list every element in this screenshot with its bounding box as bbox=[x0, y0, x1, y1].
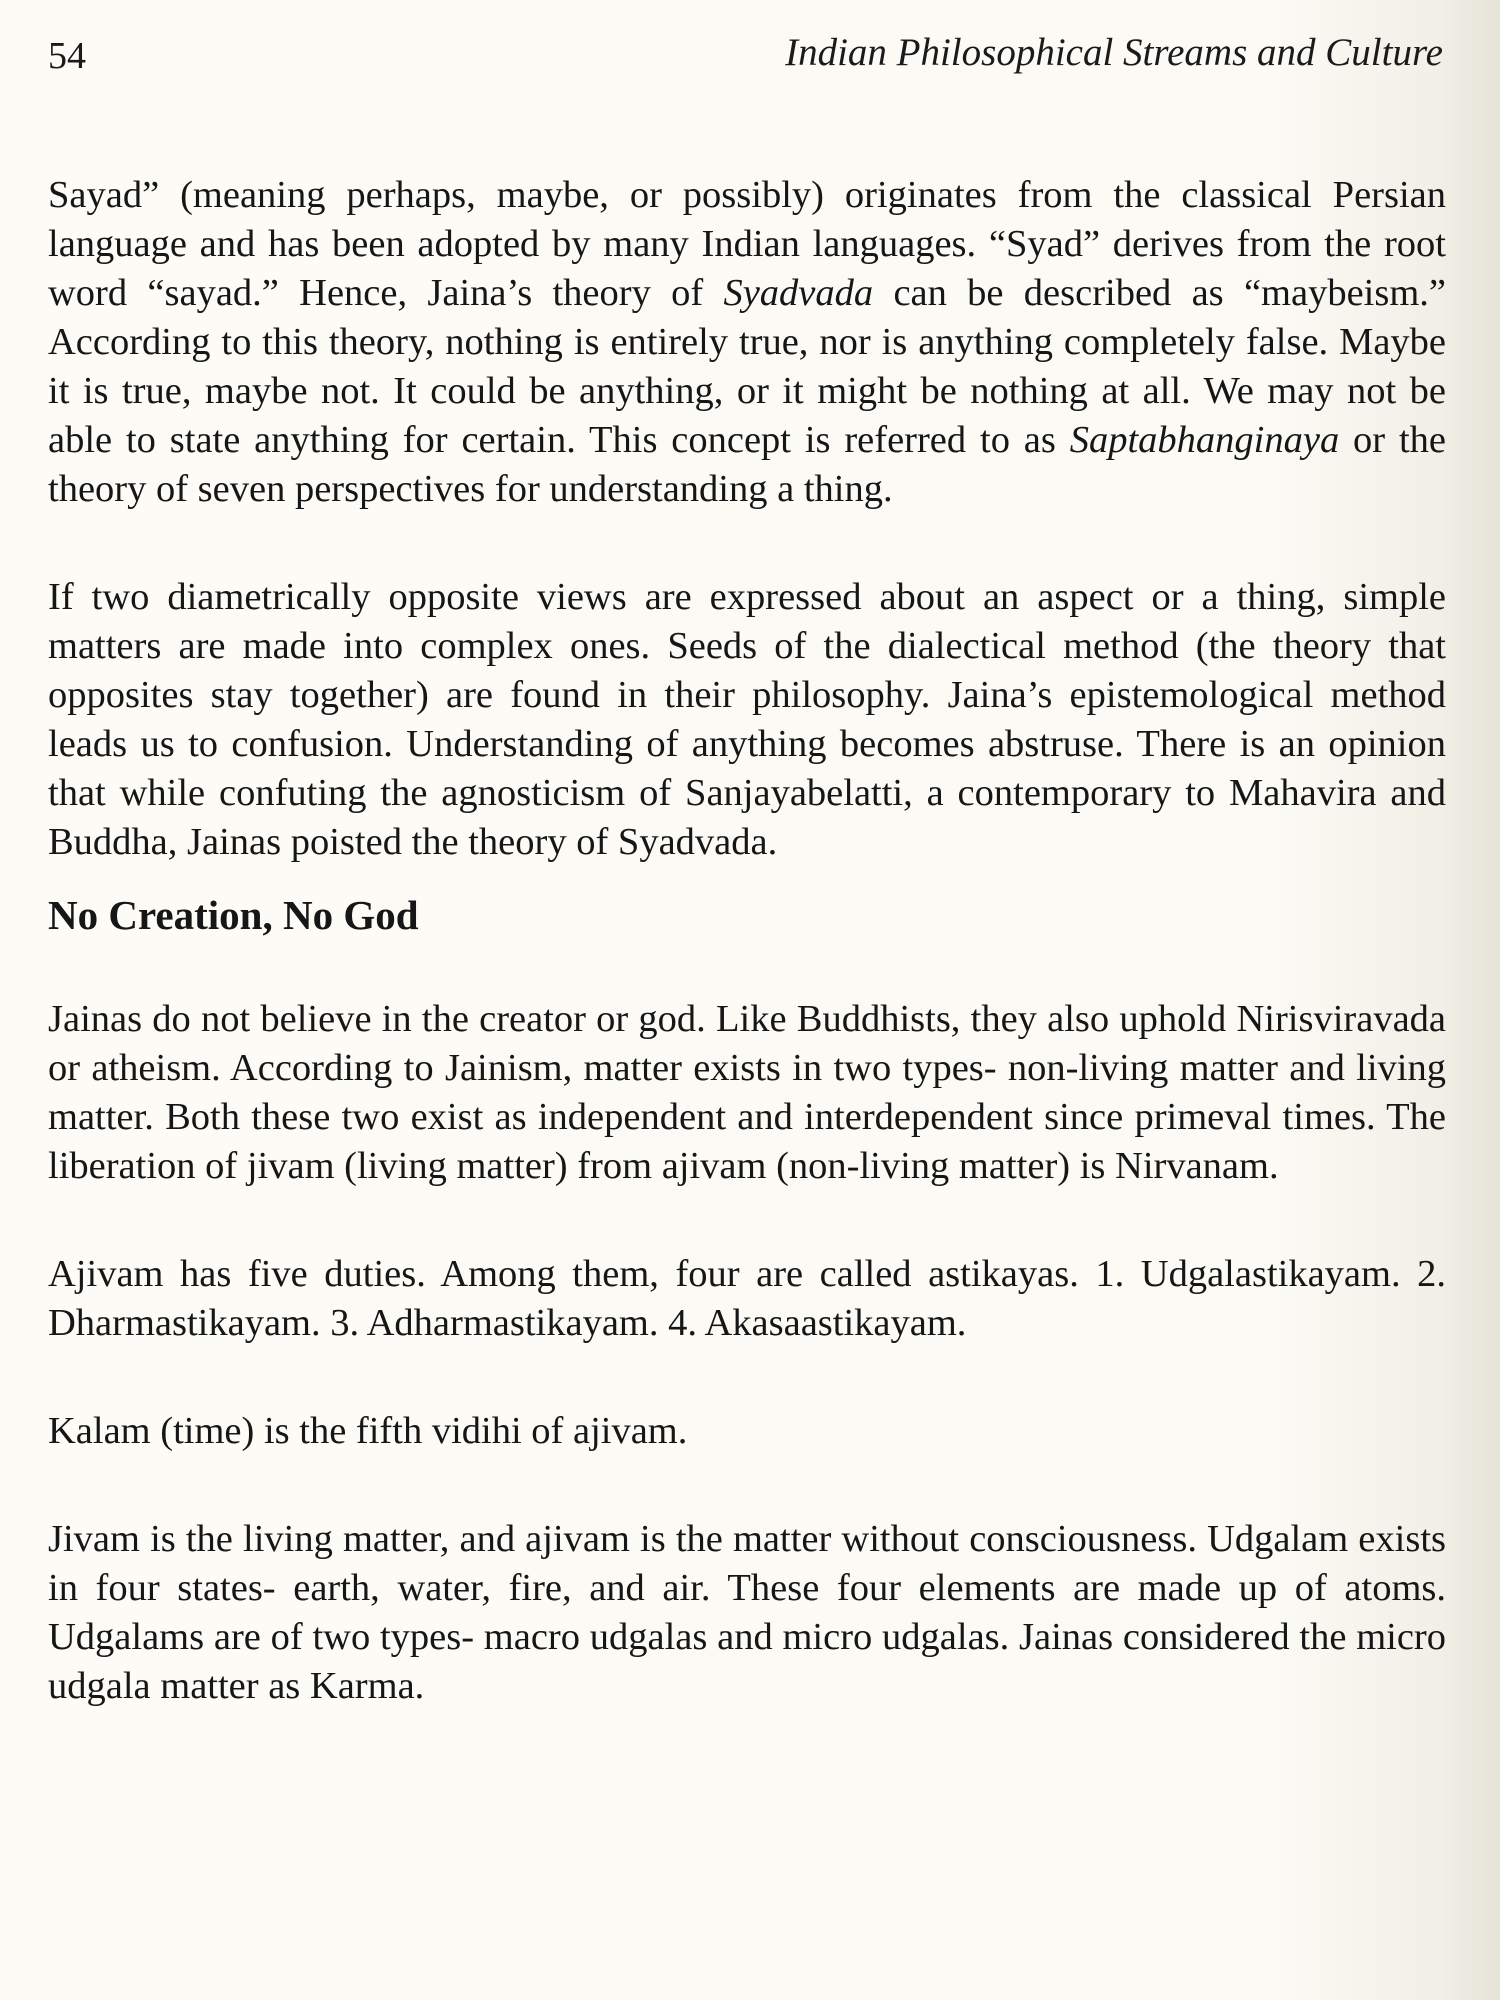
page-number: 54 bbox=[48, 35, 86, 77]
paragraph bbox=[48, 1358, 1446, 1456]
italic-term: Syadvada bbox=[723, 272, 874, 314]
paragraph bbox=[48, 524, 1446, 867]
text-segment: Jivam is the living matter, and ajivam is the matter without consciousness. Udgalam exists in four states- earth, water, fire, and air. These four elements are made up of atoms. Udgalams are of two types- macro udgalas and micro udgalas. Jainas considered the micro udgala matter as Karma. bbox=[48, 1518, 1446, 1707]
paragraph bbox=[48, 946, 1446, 1191]
text-segment: Ajivam has five duties. Among them, four are called astikayas. 1. Udgalastikayam. 2. Dharmastikayam. 3. Adharmastikayam. 4. Akasaastikayam. bbox=[48, 1253, 1446, 1344]
paragraph bbox=[48, 1201, 1446, 1348]
page-body bbox=[48, 122, 1446, 1721]
paragraph bbox=[48, 122, 1446, 514]
running-title: Indian Philosophical Streams and Culture bbox=[785, 31, 1443, 74]
text-segment: Jainas do not believe in the creator or god. Like Buddhists, they also uphold Nirisviravada or atheism. According to Jainism, matter exists in two types- non-living matter and living matter. Both these two exist as independent and interdependent since primeval times. The liberation of jivam (living matter) from ajivam (non-living matter) is Nirvanam. bbox=[48, 998, 1446, 1187]
italic-term: Saptabhanginaya bbox=[1069, 419, 1340, 461]
paragraph bbox=[48, 1466, 1446, 1711]
text-segment: or the theory of seven perspectives for understanding a thing. bbox=[48, 419, 1447, 510]
page-header bbox=[48, 28, 1443, 88]
text-segment: can be described as “maybeism.” According to this theory, nothing is entirely true, nor is anything completely false. Maybe it is true, maybe not. It could be anything, or it might be nothing at all. We may not be able to state anything for certain. This concept is referred to as bbox=[48, 272, 1446, 461]
text-segment: Kalam (time) is the fifth vidihi of ajivam. bbox=[48, 1410, 688, 1452]
section-heading: No Creation, No God bbox=[48, 892, 419, 938]
text-segment: Sayad” (meaning perhaps, maybe, or possibly) originates from the classical Persian language and has been adopted by many Indian languages. “Syad” derives from the root word “sayad.” Hence, Jaina’s theory of bbox=[48, 174, 1446, 314]
text-segment: If two diametrically opposite views are expressed about an aspect or a thing, simple matters are made into complex ones. Seeds of the dialectical method (the theory that opposites stay together) are found in their philosophy. Jaina’s epistemological method leads us to confusion. Understanding of anything becomes abstruse. There is an opinion that while confuting the agnosticism of Sanjayabelatti, a contemporary to Mahavira and Buddha, Jainas poisted the theory of Syadvada. bbox=[48, 576, 1446, 863]
